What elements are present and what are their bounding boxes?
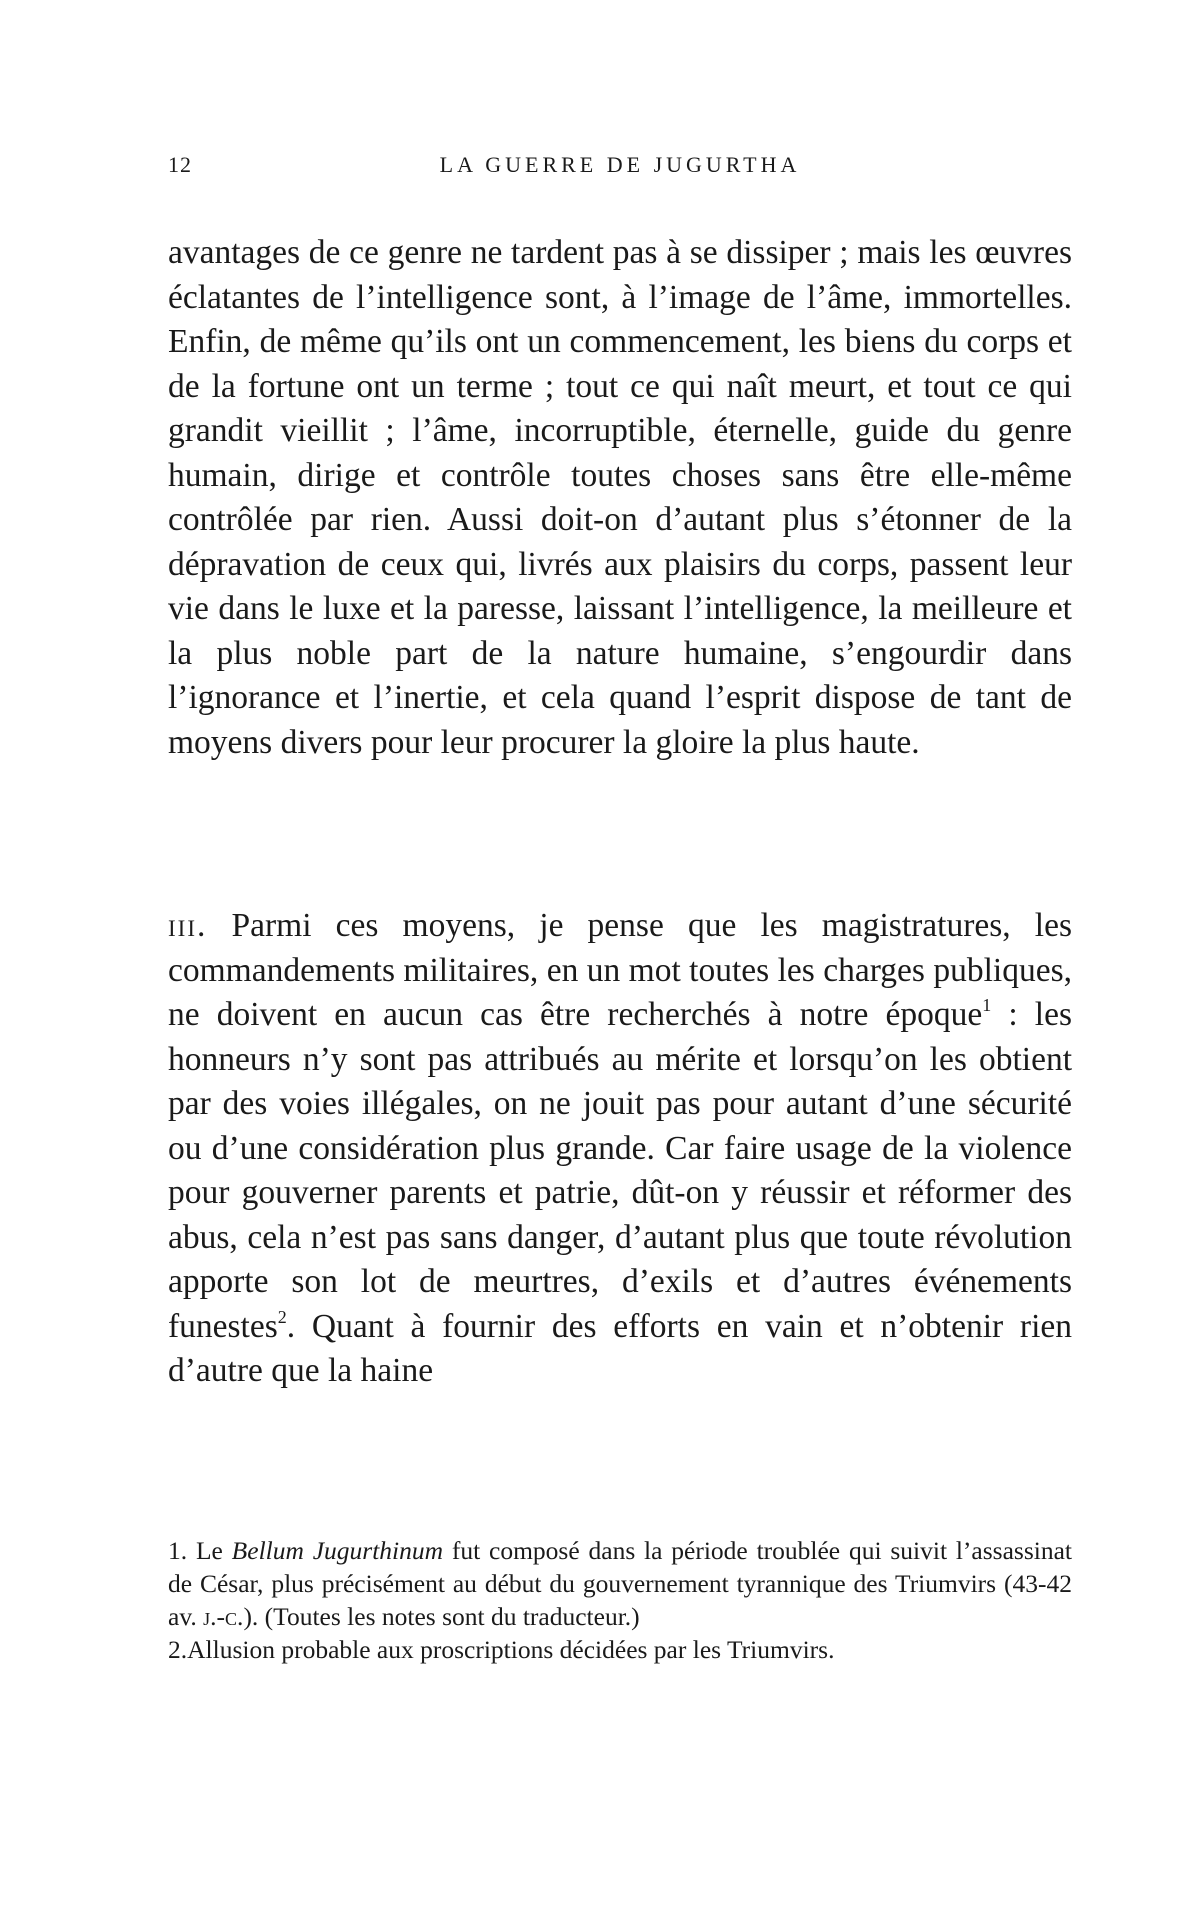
- paragraph-2-part-3: . Quant à fournir des efforts en vain et n’obtenir rien d’autre que la haine: [168, 1307, 1072, 1389]
- footnote-1-era: j.-c.: [203, 1602, 244, 1631]
- footnote-1-number: 1.: [168, 1536, 188, 1565]
- footnote-2: [168, 1633, 1072, 1666]
- chapter-number: iii.: [168, 907, 208, 944]
- footnote-1-end: ). (Toutes les notes sont du traducteur.): [243, 1602, 640, 1631]
- footnotes: [168, 1534, 1072, 1666]
- footnote-ref-1[interactable]: 1: [982, 995, 992, 1015]
- page-header: [168, 152, 1072, 188]
- footnote-1: [168, 1534, 1072, 1633]
- paragraph-2-part-2: : les honneurs n’y sont pas attribués au mérite et lorsqu’on les obtient par des voies illégales, on ne jouit pas pour autant d’une sécurité ou d’une considération plus grande. Car faire usage de la violence pour gouverner parents et patrie, dût-on y réussir et réformer des abus, cela n’est pas sans danger, d’autant plus que toute révolution apporte son lot de meurtres, d’exils et d’autres événements funestes: [168, 996, 1072, 1345]
- footnote-2-text: Allusion probable aux proscriptions décidées par les Triumvirs.: [187, 1635, 835, 1664]
- paragraph-1-text: avantages de ce genre ne tardent pas à se dissiper ; mais les œuvres éclatantes de l’intelligence sont, à l’image de l’âme, immortelles. Enfin, de même qu’ils ont un commencement, les biens du corps et de la fortune ont un terme ; tout ce qui naît meurt, et tout ce qui grandit vieillit ; l’âme, incorruptible, éternelle, guide du genre humain, dirige et contrôle toutes choses sans être elle-même contrôlée par rien. Aussi doit-on d’autant plus s’étonner de la dépravation de ceux qui, livrés aux plaisirs du corps, passent leur vie dans le luxe et la paresse, laissant l’intelligence, la meilleure et la plus noble part de la nature humaine, s’engourdir dans l’ignorance et l’inertie, et cela quand l’esprit dispose de tant de moyens divers pour leur procurer la gloire la plus haute.: [168, 234, 1072, 761]
- footnote-1-prefix: Le: [187, 1536, 232, 1565]
- footnote-ref-2[interactable]: 2: [277, 1306, 287, 1327]
- footnote-1-text: fut composé dans la période troublée qui suivit l’assassinat de César, plus précisément au début du gouvernement tyrannique des Triumvirs (43-42 av.: [168, 1536, 1072, 1631]
- paragraph-1: [168, 231, 1072, 765]
- running-title: LA GUERRE DE JUGURTHA: [439, 152, 801, 177]
- paragraph-2-part-1: Parmi ces moyens, je pense que les magistratures, les commandements militaires, en un mot toutes les charges publiques, ne doivent en aucun cas être recherchés à notre époque: [168, 907, 1072, 1033]
- footnote-1-work-title: Bellum Jugurthinum: [231, 1536, 444, 1565]
- footnote-2-number: 2.: [168, 1635, 188, 1664]
- paragraph-2: [168, 904, 1072, 1394]
- page-number: 12: [168, 152, 192, 177]
- paragraph-2-text: [168, 904, 1072, 1394]
